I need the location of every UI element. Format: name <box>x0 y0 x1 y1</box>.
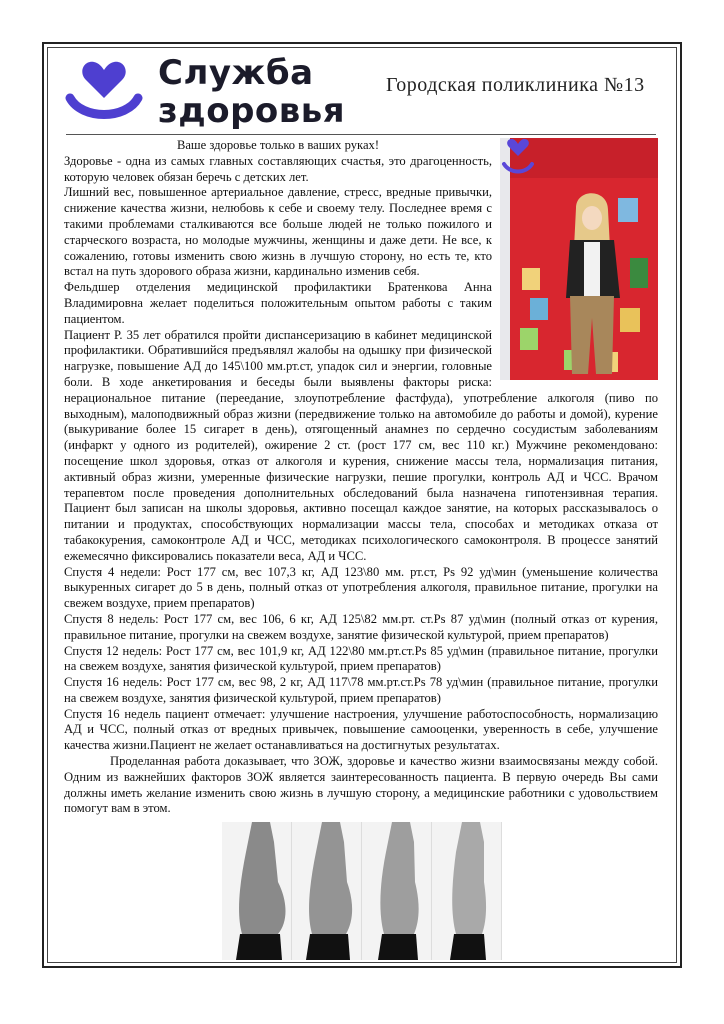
paragraph-author: Фельдшер отделения медицинской профилактики Братенкова Анна Владимировна желает поделиться положительным опытом работы с таким пациентом. <box>64 280 492 326</box>
paragraph-intro: Здоровье - одна из самых главных составляющих счастья, это драгоценность, которую человек обязан беречь с детских лет. <box>64 153 492 184</box>
brand-line-1: Служба <box>158 53 314 93</box>
medic-photo <box>500 138 658 380</box>
paragraph-conclusion: Проделанная работа доказывает, что ЗОЖ, здоровье и качество жизни взаимосвязаны между собой. Одним из важнейших факторов ЗОЖ является заинтересованность пациента. В первую очередь Вы сами должны иметь желание изменить свою жизнь в лучшую сторону, а медицинские работники с удовольствием помогут вам в этом. <box>64 754 658 816</box>
clinic-name: Городская поликлиника №13 <box>386 74 645 96</box>
paragraph-week-8: Спустя 8 недель: Рост 177 см, вес 106, 6 кг, АД 125\82 мм.рт. ст.Ps 87 уд\мин (полный отказ от курения, правильное питание, прогулки на свежем воздухе, занятие физической культурой, прием препаратов) <box>64 611 658 642</box>
progress-photo-4 <box>432 822 502 960</box>
paragraph-problems: Лишний вес, повышенное артериальное давление, стресс, вредные привычки, снижение качества жизни, нелюбовь к себе и своему телу. Последнее время с такими проблемами сталкиваются все больше людей не только пожилого и старческого возраста, но молодые мужчины, женщины и даже дети. Не все, к сожалению, готовы изменить свою жизнь в лучшую сторону, но есть те, кто встал на путь здорового образа жизни, кардинально изменив себя. <box>64 185 492 279</box>
paragraph-week-12: Спустя 12 недель: Рост 177 см, вес 101,9 кг, АД 122\80 мм.рт.ст.Ps 85 уд\мин (правильное питание, прогулки на свежем воздухе, занятия физической культурой, прием препаратов) <box>64 643 658 674</box>
paragraph-week-16: Спустя 16 недель: Рост 177 см, вес 98, 2 кг, АД 117\78 мм.рт.ст.Ps 78 уд\мин (правильное питание, прогулки на свежем воздухе, занятия физической культурой, прием препаратов) <box>64 675 658 705</box>
brand-line-2: здоровья <box>158 91 346 131</box>
progress-photo-3 <box>362 822 432 960</box>
brand-title <box>158 54 345 130</box>
paragraph-patient: Пациент Р. 35 лет обратился пройти диспансеризацию в кабинет медицинской профилактики. Обратившийся предъявлял жалобы на одышку при физической нагрузке, повышение АД до 145\100 мм.рт.ст, упадок сил и энергии, головные боли. В ходе анкетирования и беседы были выявлены факторы риска: нерациональное питание (переедание, злоупотребление фастфуда), употребление алкоголя (пиво по выходным), малоподвижный образ жизни (передвижение только на автомобиле до работы и домой), курение (выкуривание более 15 сигарет в день), отягощенный анамнез по сердечно сосудистым заболеваниям (инфаркт у одного из родителей), ожирение 2 ст. (рост 177 см, вес 110 кг.) Мужчине рекомендовано: посещение школ здоровья, отказ от алкоголя и курения, снижение массы тела, нормализация питания, активный образ жизни, умеренные физические нагрузки, пешие прогулки, контроль АД и ЧСС. Врачом терапевтом после проведения дополнительных обследований была назначена гипотензивная терапия. Пациент был записан на школы здоровья, активно посещал каждое занятие, на которых рассказывалось о питании и продуктах, способствующих нормализации массы тела, способах и методиках отказа от табакокурения, самоконтроле АД и ЧСС, методиках психологического самоконтроля. В процессе занятий ежемесячно фиксировались показатели веса, АД и ЧСС. <box>64 327 658 563</box>
article-heading: Ваше здоровье только в ваших руках! <box>176 138 380 152</box>
heart-smile-logo-icon <box>64 54 144 124</box>
progress-photo-1 <box>222 822 292 960</box>
article-body <box>64 138 658 817</box>
progress-photo-2 <box>292 822 362 960</box>
progress-photos <box>222 822 502 960</box>
medic-photo-illustration <box>500 138 658 380</box>
header-divider <box>66 134 656 135</box>
paragraph-results: Спустя 16 недель пациент отмечает: улучшение настроения, улучшение работоспособность, нормализацию АД и ЧСС, полный отказ от вредных привычек, повышение самооценки, уверенность в себе, улучшение качества жизни.Пациент не желает останавливаться на достигнутых результатах. <box>64 706 658 753</box>
paragraph-week-4: Спустя 4 недели: Рост 177 см, вес 107,3 кг, АД 123\80 мм. рт.ст, Ps 92 уд\мин (уменьшение количества выкуренных сигарет до 5 в день, полный отказ от употребления алкоголя, правильное питание, прогулки на свежем воздухе, прием препаратов) <box>64 564 658 611</box>
